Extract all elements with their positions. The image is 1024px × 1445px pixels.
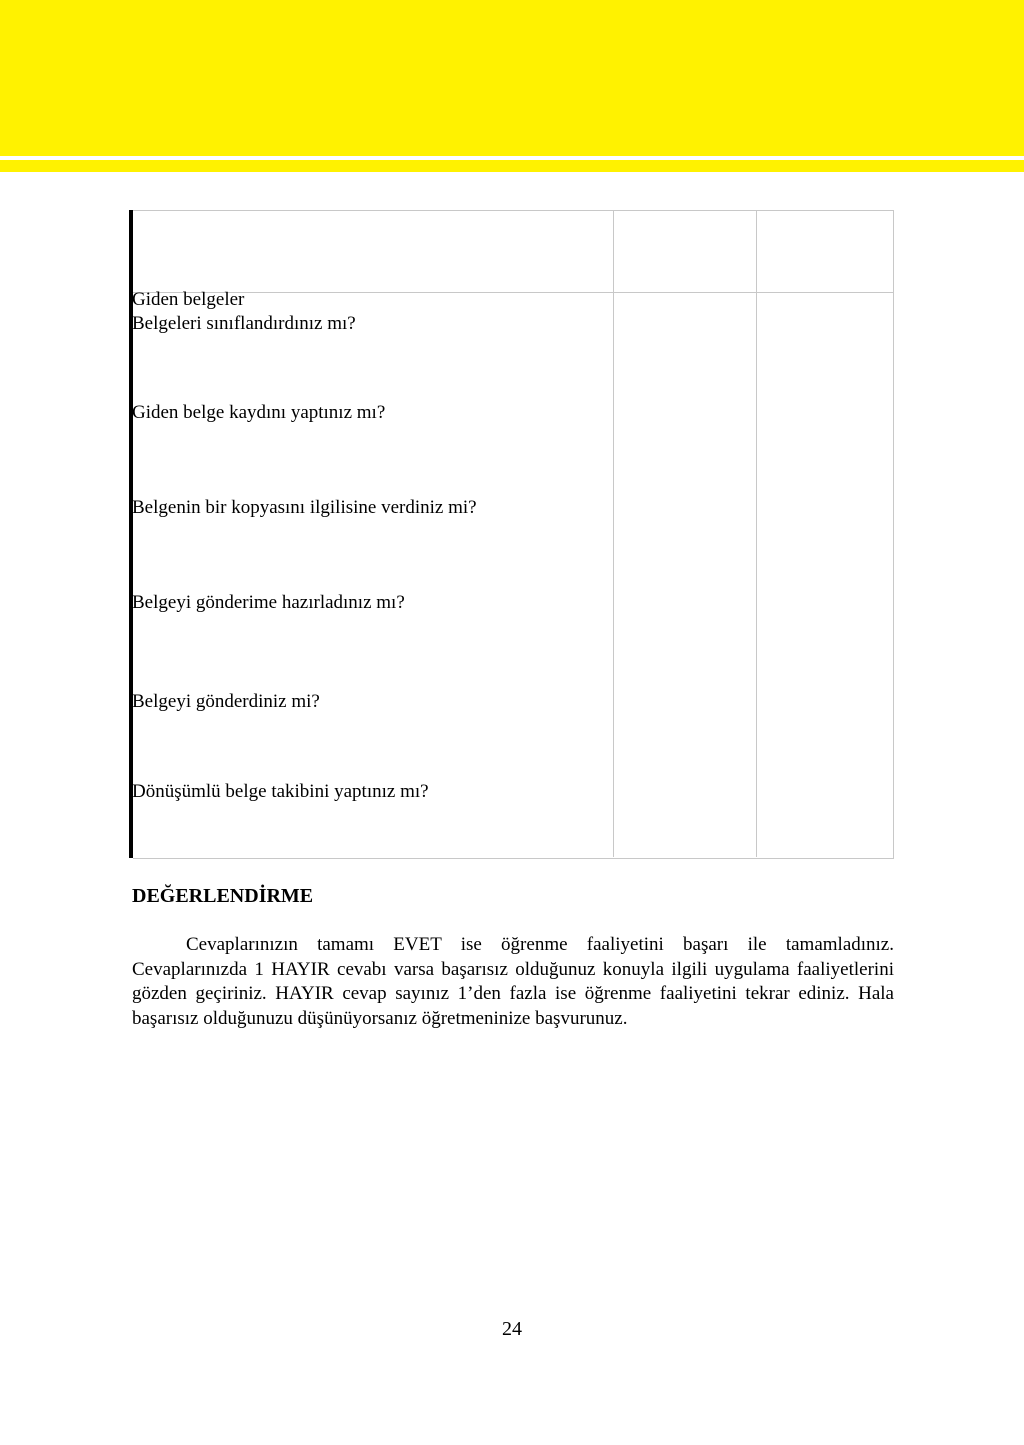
evaluation-heading: DEĞERLENDİRME — [132, 885, 314, 907]
checklist-row — [132, 690, 320, 714]
checklist-row-question: Belgeyi gönderdiniz mi? — [132, 691, 320, 712]
column-divider-evet — [613, 210, 614, 857]
checklist-row — [132, 401, 385, 425]
checklist-row — [132, 288, 356, 336]
checklist-row-question: Belgenin bir kopyasını ilgilisine verdiniz mi? — [132, 497, 477, 518]
evaluation-line: Cevaplarınızda 1 HAYIR cevabı varsa başarısız olduğunuz konuyla ilgili uygulama faaliyetlerini — [132, 958, 894, 980]
header-stripe — [0, 160, 1024, 172]
column-divider-hayir — [756, 210, 757, 857]
checklist-row — [132, 591, 405, 615]
header-banner — [0, 0, 1024, 156]
checklist-row — [132, 496, 477, 520]
checklist-row-question: Belgeleri sınıflandırdınız mı? — [132, 313, 356, 334]
page-number: 24 — [502, 1318, 522, 1340]
evaluation-paragraph — [132, 933, 894, 1031]
evaluation-line: başarısız olduğunuzu düşünüyorsanız öğretmeninize başvurunuz. — [132, 1007, 628, 1029]
checklist-row-question: Giden belge kaydını yaptınız mı? — [132, 402, 386, 423]
evaluation-line: Cevaplarınızın tamamı EVET ise öğrenme faaliyetini başarı ile tamamladınız. — [186, 934, 894, 955]
checklist-row — [132, 780, 429, 804]
checklist-row-question: Dönüşümlü belge takibini yaptınız mı? — [132, 781, 429, 802]
checklist-row-title: Giden belgeler — [132, 289, 245, 310]
checklist-table — [129, 210, 894, 858]
checklist-row-question: Belgeyi gönderime hazırladınız mı? — [132, 592, 405, 613]
evaluation-line: gözden geçiriniz. HAYIR cevap sayınız 1’den fazla ise öğrenme faaliyetini tekrar ediniz. Hala — [132, 983, 894, 1004]
